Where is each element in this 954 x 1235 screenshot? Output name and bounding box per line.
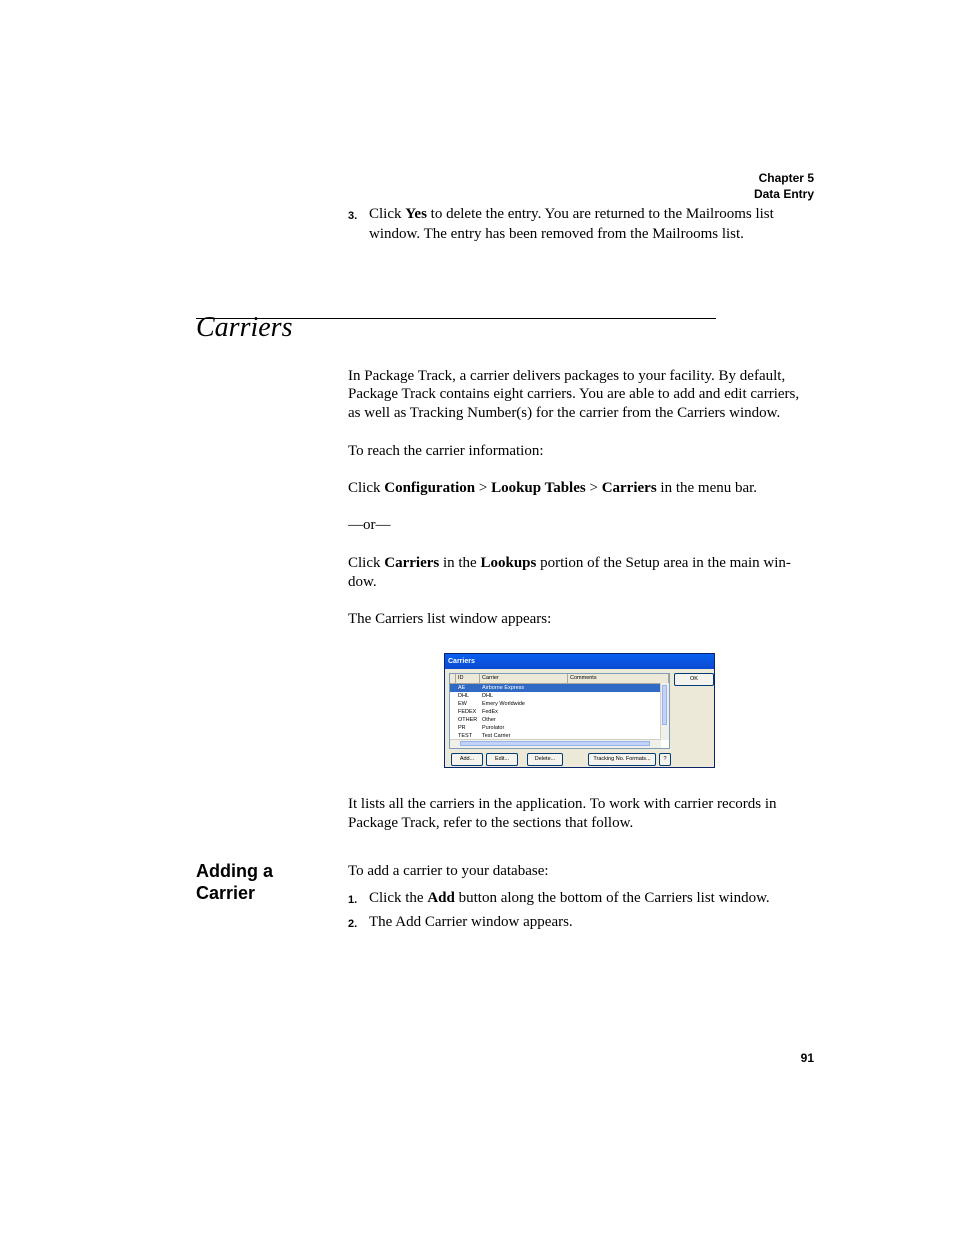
heading-line2: Carrier	[196, 883, 256, 903]
after-line1: It lists all the carriers in the application. To work with carrier records in	[348, 796, 777, 812]
heading-line1: Adding a	[196, 861, 273, 881]
help-button[interactable]: ?	[659, 753, 671, 766]
step-number: 3.	[348, 210, 358, 222]
list-row[interactable]: PR Purolator	[458, 725, 505, 731]
adding-step2: The Add Carrier window appears.	[369, 914, 573, 930]
list-row[interactable]: TEST Test Carrier	[458, 733, 511, 739]
scroll-thumb[interactable]	[662, 685, 667, 725]
carriers-list[interactable]	[449, 673, 670, 749]
alt-line1: Click Carriers in the Lookups portion of the Setup area in the main win-	[348, 555, 791, 571]
list-row[interactable]: FEDEX FedEx	[458, 709, 498, 715]
section-title: Carriers	[196, 312, 293, 343]
after-line2: Package Track, refer to the sections that follow.	[348, 815, 634, 831]
column-carrier[interactable]: Carrier	[480, 674, 568, 683]
list-row[interactable]: OTHER Other	[458, 717, 496, 723]
delete-button[interactable]: Delete...	[527, 753, 563, 766]
step3-line2: window. The entry has been removed from the Mailrooms list.	[369, 226, 744, 242]
add-button[interactable]: Add...	[451, 753, 483, 766]
adding-lead: To add a carrier to your database:	[348, 863, 549, 879]
intro-line3: as well as Tracking Number(s) for the carrier from the Carriers window.	[348, 405, 781, 421]
step-number: 2.	[348, 918, 358, 930]
edit-button[interactable]: Edit...	[486, 753, 518, 766]
list-row[interactable]: AE Airborne Express	[450, 684, 669, 692]
carriers-window-screenshot	[444, 653, 715, 768]
subsection-heading	[196, 860, 273, 904]
reach-text: To reach the carrier information:	[348, 443, 544, 459]
window-title: Carriers	[445, 654, 714, 669]
list-row[interactable]: EW Emery Worldwide	[458, 701, 525, 707]
step3-line1: Click Yes to delete the entry. You are returned to the Mailrooms list	[369, 206, 774, 222]
intro-line2: Package Track contains eight carriers. You are able to add and edit carriers,	[348, 386, 800, 402]
horizontal-scrollbar[interactable]	[450, 739, 661, 748]
or-separator: —or—	[348, 517, 391, 533]
ok-button[interactable]: OK	[674, 673, 714, 686]
running-header-section: Data Entry	[753, 187, 814, 201]
appears-text: The Carriers list window appears:	[348, 611, 552, 627]
list-row[interactable]: DHL DHL	[458, 693, 494, 699]
running-header-chapter: Chapter 5	[758, 171, 814, 185]
column-comments[interactable]: Comments	[568, 674, 669, 683]
alt-line2: dow.	[348, 574, 377, 590]
intro-line1: In Package Track, a carrier delivers packages to your facility. By default,	[348, 368, 786, 384]
step-number: 1.	[348, 894, 358, 906]
menu-path: Click Configuration > Lookup Tables > Carriers in the menu bar.	[348, 480, 758, 496]
page-number: 91	[800, 1051, 814, 1065]
column-id[interactable]: ID	[456, 674, 480, 683]
adding-step1: Click the Add button along the bottom of the Carriers list window.	[369, 890, 770, 906]
list-header	[450, 674, 669, 684]
scroll-thumb[interactable]	[460, 741, 650, 746]
vertical-scrollbar[interactable]	[660, 683, 669, 740]
tracking-formats-button[interactable]: Tracking No. Formats...	[588, 753, 656, 766]
